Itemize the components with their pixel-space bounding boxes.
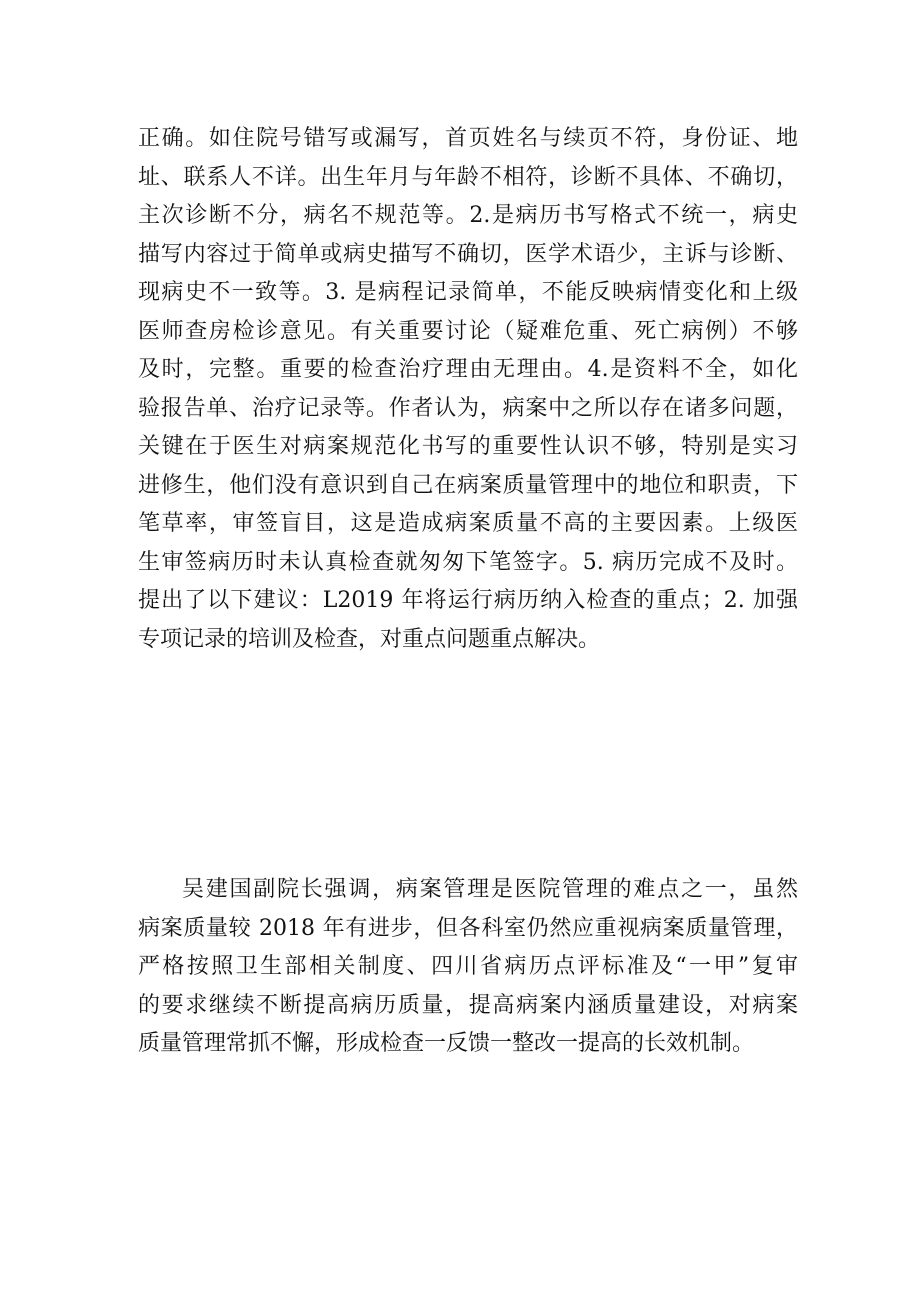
paragraph-line: 专项记录的培训及检查，对重点问题重点解决。 <box>138 626 601 652</box>
paragraph-line: 吴建国副院长强调，病案管理是医院管理的难点之一，虽然 <box>182 877 798 902</box>
paragraph-line: 笔草率，审签盲目，这是造成病案质量不高的主要因素。上级医 <box>138 511 798 536</box>
paragraph-line: 关键在于医生对病案规范化书写的重要性认识不够，特别是实习 <box>138 434 798 459</box>
paragraph-line: 质量管理常抓不懈，形成检查一反馈一整改一提高的长效机制。 <box>138 1031 755 1056</box>
paragraph-1 <box>138 120 798 659</box>
paragraph-line: 描写内容过于简单或病史描写不确切，医学术语少，主诉与诊断、 <box>138 241 798 267</box>
paragraph-line: 医师查房检诊意见。有关重要讨论（疑难危重、死亡病例）不够 <box>138 318 798 344</box>
paragraph-line: 的要求继续不断提高病历质量，提高病案内涵质量建设，对病案 <box>138 992 798 1018</box>
paragraph-line: 严格按照卫生部相关制度、四川省病历点评标准及“一甲”复审 <box>138 954 798 979</box>
paragraph-line: 病案质量较 2018 年有进步，但各科室仍然应重视病案质量管理， <box>138 915 798 941</box>
paragraph-line: 主次诊断不分，病名不规范等。2.是病历书写格式不统一，病史 <box>138 203 798 228</box>
paragraph-line: 进修生，他们没有意识到自己在病案质量管理中的地位和职责，下 <box>138 472 798 498</box>
paragraph-line: 现病史不一致等。3. 是病程记录简单，不能反映病情变化和上级 <box>138 280 798 305</box>
paragraph-line: 提出了以下建议：L2019 年将运行病历纳入检查的重点；2. 加强 <box>138 588 798 613</box>
paragraph-line: 址、联系人不详。出生年月与年龄不相符，诊断不具体、不确切， <box>138 164 798 190</box>
paragraph-line: 验报告单、治疗记录等。作者认为，病案中之所以存在诸多问题， <box>138 395 798 421</box>
paragraph-line: 生审签病历时未认真检查就匆匆下笔签字。5. 病历完成不及时。 <box>138 549 798 575</box>
paragraph-line: 正确。如住院号错写或漏写，首页姓名与续页不符，身份证、地 <box>138 126 798 151</box>
paragraph-2 <box>138 871 798 1064</box>
paragraph-line: 及时，完整。重要的检查治疗理由无理由。4.是资料不全，如化 <box>138 357 798 382</box>
